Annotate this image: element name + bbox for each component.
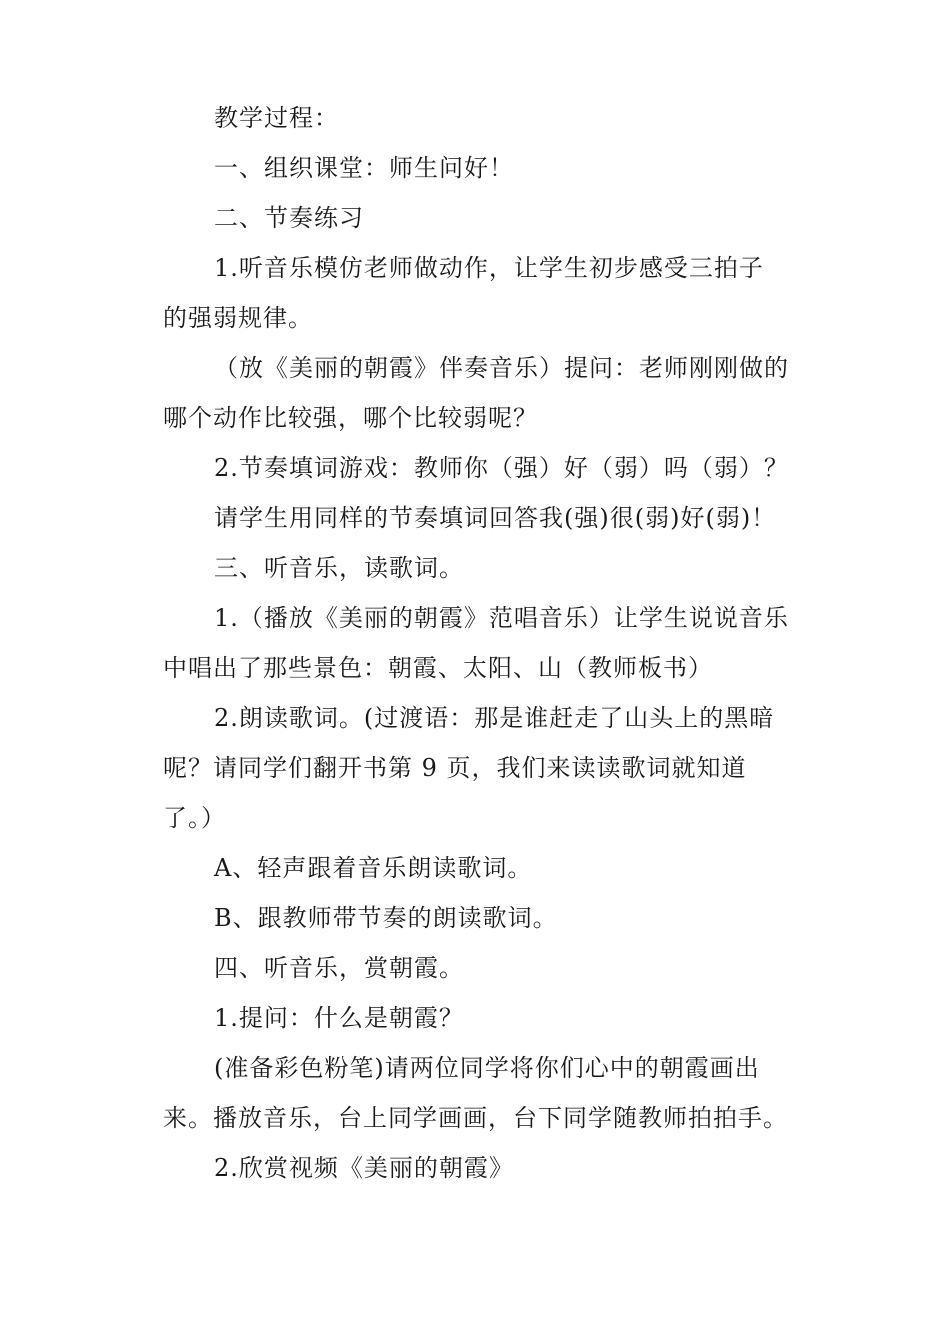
paragraph-line: 来。播放音乐，台上同学画画，台下同学随教师拍拍手。 <box>163 1104 788 1132</box>
section-heading-organize-class: 一、组织课堂：师生问好！ <box>214 154 514 182</box>
paragraph-line: 请学生用同样的节奏填词回答我(强)很(弱)好(弱)！ <box>214 504 777 532</box>
paragraph-line: 2.朗读歌词。(过渡语：那是谁赶走了山头上的黑暗 <box>214 704 775 732</box>
section-heading-rhythm-practice: 二、节奏练习 <box>214 204 364 232</box>
paragraph-line: 中唱出了那些景色：朝霞、太阳、山（教师板书） <box>163 654 713 682</box>
paragraph-line: 的强弱规律。 <box>163 304 313 332</box>
paragraph-line: 呢？请同学们翻开书第 9 页，我们来读读歌词就知道 <box>163 754 747 782</box>
list-item: A、轻声跟着音乐朗读歌词。 <box>214 854 533 882</box>
paragraph-line: 2.欣赏视频《美丽的朝霞》 <box>214 1154 514 1182</box>
list-item: B、跟教师带节奏的朗读歌词。 <box>214 904 558 932</box>
paragraph-line: 2.节奏填词游戏：教师你（强）好（弱）吗（弱）？ <box>214 454 789 482</box>
paragraph-line: 1.听音乐模仿老师做动作，让学生初步感受三拍子 <box>214 254 764 282</box>
paragraph-line: 哪个动作比较强，哪个比较弱呢？ <box>163 404 538 432</box>
paragraph-line: 1.提问：什么是朝霞？ <box>214 1004 464 1032</box>
paragraph-line: (准备彩色粉笔)请两位同学将你们心中的朝霞画出 <box>214 1054 760 1082</box>
section-heading-listen-read: 三、听音乐，读歌词。 <box>214 554 464 582</box>
section-heading-listen-appreciate: 四、听音乐，赏朝霞。 <box>214 954 464 982</box>
section-heading-teaching-process: 教学过程： <box>214 104 339 132</box>
paragraph-line: 1.（播放《美丽的朝霞》范唱音乐）让学生说说音乐 <box>214 604 789 632</box>
paragraph-line: 了。） <box>163 804 226 832</box>
paragraph-line: （放《美丽的朝霞》伴奏音乐）提问：老师刚刚做的 <box>214 354 789 382</box>
